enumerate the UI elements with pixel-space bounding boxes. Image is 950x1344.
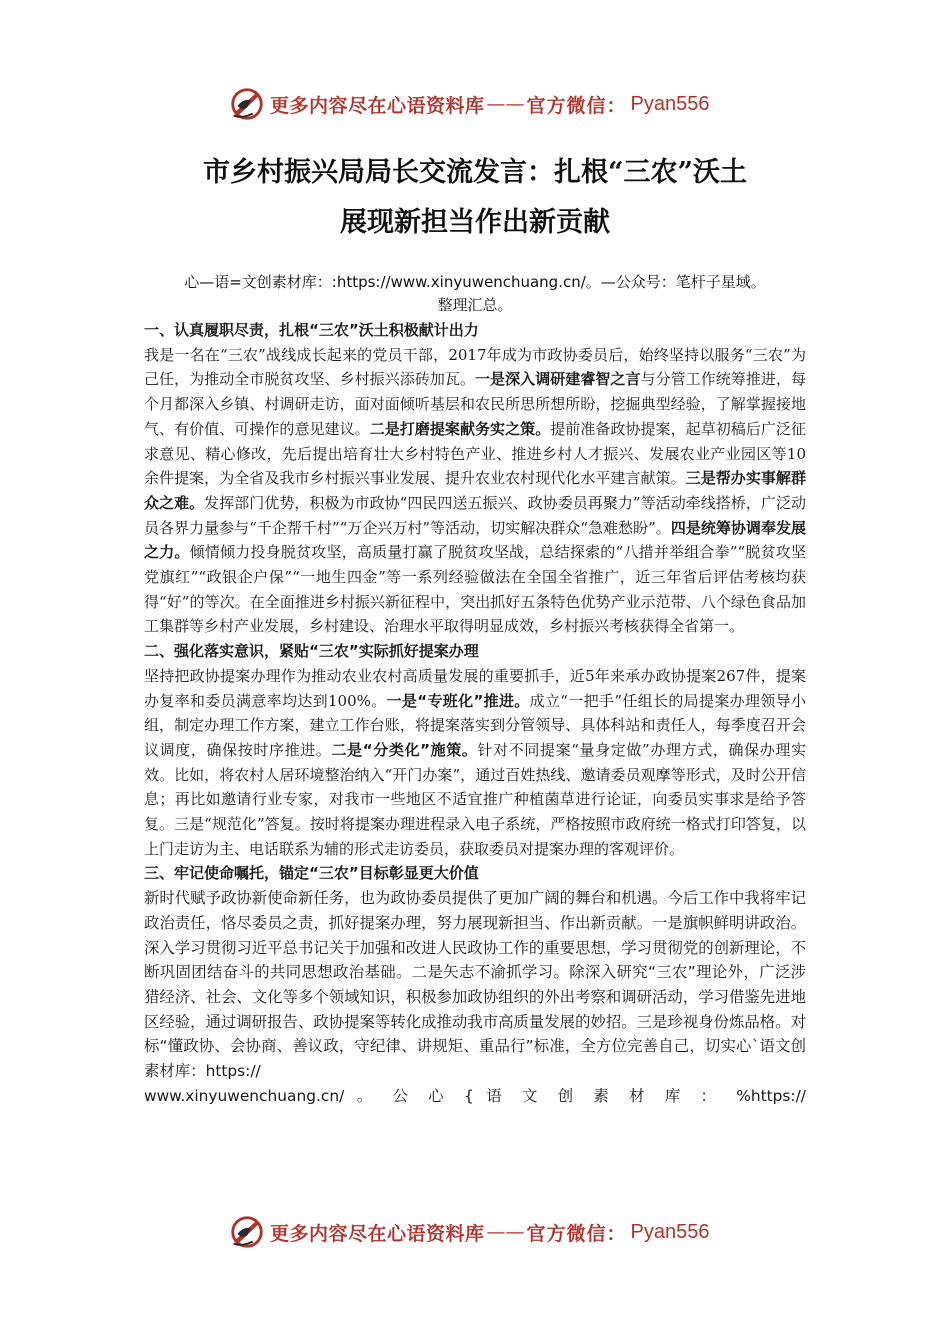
s1-seg-6: 发挥部门优势，积极为市政协“四民四送五振兴、政协委员再聚力”等活动牵线搭桥，广泛动员各界力量参与“千企帮千村”“万企兴万村”等活动，切实解决群众“急难愁盼”。: [144, 493, 806, 537]
banner-wechat-id: Pyan556: [630, 92, 710, 115]
banner-wechat-id: Pyan556: [630, 1220, 710, 1243]
s1-seg-8: 倾情倾力投身脱贫攻坚，高质量打赢了脱贫攻坚战，总结探索的“八措并举组合拳”“脱贫攻坚党旗红”“政银企户保”“一地生四金”等一系列经验做法在全国全省推广，近三年省后评估考核均获得“好”的等次。在全面推进乡村振兴新征程中，突出抓好五条特色优势产业示范带、八个绿色食品加工集群等乡村产业发展，乡村建设、治理水平取得明显成效，乡村振兴考核获得全省第一。: [144, 543, 806, 636]
s1-seg-2: 与分管工作统筹推进，每个月都深入乡镇、村调研走访，面对面倾听基层和农民所思所想所盼，挖掘典型经验，了解掌握接地气、有价值、可操作的意见建议。: [144, 370, 806, 438]
section-2-paragraph: [144, 664, 806, 862]
s1-seg-4: 提前准备政协提案，起草初稿后广泛征求意见、精心修改，先后提出培育壮大乡村特色产业、推进乡村人才振兴、发展农业产业园区等10余件提案，为全省及我市乡村振兴事业发展、提升农业农村现代化水平建言献策。: [144, 419, 806, 488]
s2-seg-3: 二是“分类化”施策。: [331, 740, 478, 759]
s2-seg-0: 坚持把政协提案办理作为推动农业农村高质量发展的重要抓手，近5年来承办政协提案267件，提案办复率和委员满意率均达到100%。: [144, 666, 806, 710]
s2-seg-4: 针对不同提案“量身定做”办理方式，确保办理实效。比如，将农村人居环境整治纳入“开门办案”，通过百姓热线、邀请委员观摩等形式，及时公开信息；再比如邀请行业专家，对我市一些地区不适宜推广种植菌草进行论证，向委员实事求是给予答复。三是“规范化”答复。按时将提案办理进程录入电子系统，严格按照市政府统一格式打印答复，以上门走访为主、电话联系为辅的形式走访委员，获取委员对提案办理的客观评价。: [144, 740, 806, 858]
section-3-heading: 三、牢记使命嘱托，锚定“三农”目标彰显更大价值: [144, 864, 479, 883]
footer-banner[interactable]: [228, 1212, 728, 1252]
article-body: [144, 318, 806, 1109]
banner-slogan: 更多内容尽在心语资料库: [270, 94, 485, 117]
section-3-paragraph: [144, 886, 806, 1108]
section-2-heading: 二、强化落实意识，紧贴“三农”实际抓好提案办理: [144, 642, 479, 661]
hand-pen-logo-icon: [228, 85, 266, 123]
banner-wechat-label: 官方微信：: [526, 94, 627, 117]
s1-seg-3: 二是打磨提案献务实之策。: [369, 419, 551, 438]
hand-pen-logo-icon: [228, 1213, 266, 1251]
page-title-line-1: 市乡村振兴局局长交流发言：扎根“三农”沃土: [202, 157, 748, 188]
s2-seg-1: 一是“专班化”推进。: [386, 691, 530, 710]
section-1-paragraph: [144, 343, 806, 639]
page-title-line-2: 展现新担当作出新贡献: [340, 207, 610, 238]
banner-slogan: 更多内容尽在心语资料库: [270, 1222, 485, 1245]
source-note-line-2: 整理汇总。: [437, 296, 513, 314]
s1-seg-0: 我是一名在“三农”战线成长起来的党员干部，2017年成为市政协委员后，始终坚持以服务“三农”为己任，为推动全市脱贫攻坚、乡村振兴添砖加瓦。: [144, 345, 806, 389]
s1-seg-7: 四是统筹协调奉发展之力。: [144, 518, 806, 562]
banner-dash: ——: [486, 93, 525, 115]
source-note-line-1: 心—语=文创素材库：:https://www.xinyuwenchuang.cn/。—公众号：笔杆子星域。: [184, 273, 766, 291]
banner-dash: ——: [486, 1221, 525, 1243]
s1-seg-1: 一是深入调研建睿智之言: [475, 370, 641, 389]
banner-wechat-label: 官方微信：: [526, 1222, 627, 1245]
header-banner[interactable]: [228, 84, 728, 124]
s3-body: 新时代赋予政协新使命新任务，也为政协委员提供了更加广阔的舞台和机遇。今后工作中我将牢记政治责任，恪尽委员之责，抓好提案办理，努力展现新担当、作出新贡献。一是旗帜鲜明讲政治。深入学习贯彻习近平总书记关于加强和改进人民政协工作的重要思想，学习贯彻党的创新理论，不断巩固团结奋斗的共同思想政治基础。二是矢志不渝抓学习。除深入研究“三农”理论外，广泛涉猎经济、社会、文化等多个领域知识，积极参加政协组织的外出考察和调研活动，学习借鉴先进地区经验，通过调研报告、政协提案等转化成推动我市高质量发展的妙招。三是珍视身份炼品格。对标“懂政协、会协商、善议政，守纪律、讲规矩、重品行”标准，全方位完善自己，切实心`语文创素材库：https://: [144, 889, 806, 1081]
s1-seg-5: 三是帮办实事解群众之难。: [144, 469, 806, 512]
s3-tail-line: www.xinyuwenchuang.cn/ 。 公 心 { 语 文 创 素 材 库 ： %https://: [144, 1086, 806, 1105]
s2-seg-2: 成立“一把手”任组长的局提案办理领导小组，制定办理工作方案，建立工作台账，将提案落实到分管领导、具体科站和责任人，每季度召开会议调度，确保按时序推进。: [144, 691, 806, 759]
section-1-heading: 一、认真履职尽责，扎根“三农”沃土积极献计出力: [144, 321, 479, 339]
